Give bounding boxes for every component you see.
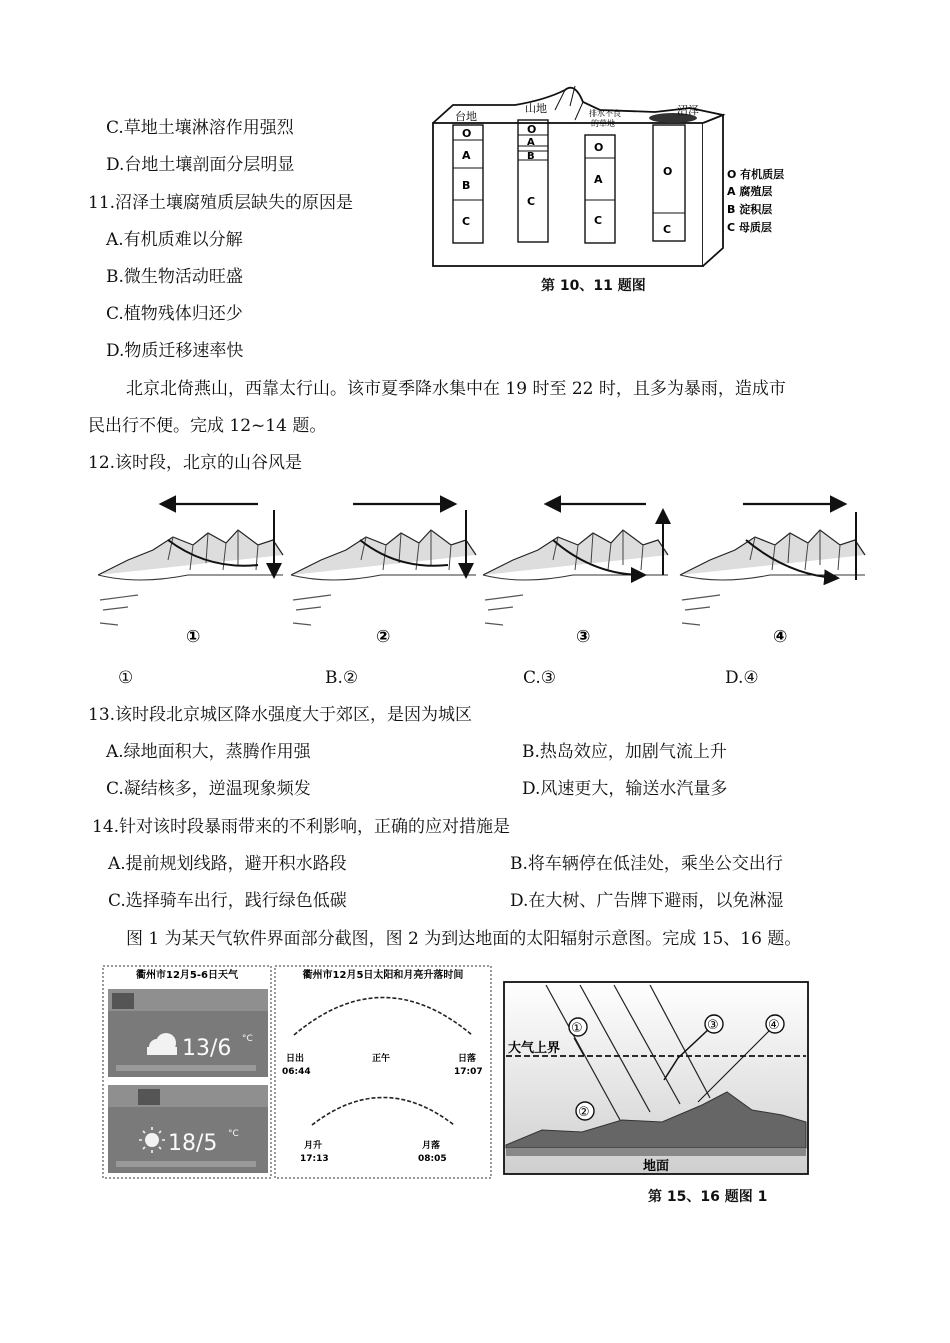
moonrise-label: 月升 (304, 1141, 323, 1151)
q14-option-c: C.选择骑车出行，践行绿色低碳 (108, 891, 347, 911)
q13-stem: 13.该时段北京城区降水强度大于郊区，是因为城区 (88, 705, 473, 725)
q10-option-c: C.草地土壤淋溶作用强烈 (106, 118, 294, 138)
wind-panel-1 (98, 504, 283, 647)
mark-4: ④ (768, 1018, 780, 1033)
q12-stem: 12.该时段，北京的山谷风是 (88, 453, 303, 473)
q11-option-d: D.物质迁移速率快 (106, 341, 244, 361)
q14-option-d: D.在大树、广告牌下避雨，以免淋湿 (510, 891, 784, 911)
label-drained-2: 的草地 (591, 119, 615, 128)
q13-option-c: C.凝结核多，逆温现象频发 (106, 779, 311, 799)
mark-2: ② (578, 1105, 590, 1120)
layer-a: A (462, 149, 471, 162)
panel-label-2: ② (376, 627, 391, 647)
moonrise-time: 17:13 (300, 1154, 329, 1164)
legend-o: O 有机质层 (727, 168, 785, 181)
temp-day2: 18/5 (168, 1131, 218, 1156)
label-mountain: 山地 (525, 102, 547, 115)
weather-app-figure (102, 965, 272, 1180)
layer-b: B (462, 179, 471, 192)
q14-stem: 14.针对该时段暴雨带来的不利影响，正确的应对措施是 (92, 817, 511, 837)
temp-unit-1: °C (242, 1034, 253, 1044)
soil-figure-caption: 第 10、11 题图 (541, 278, 646, 294)
legend-a: A 腐殖层 (727, 185, 773, 198)
sun-moon-figure (274, 965, 492, 1180)
wind-panel-3 (483, 504, 668, 647)
q12-option-b: B.② (325, 668, 359, 688)
sunset-label: 日落 (458, 1054, 477, 1064)
mark-1: ① (571, 1021, 583, 1036)
legend-c: C 母质层 (727, 221, 772, 234)
label-drained: 排水不良 (589, 109, 621, 118)
noon-label: 正午 (372, 1054, 391, 1064)
layer-c: C (663, 223, 672, 236)
temp-day1: 13/6 (182, 1036, 232, 1061)
sunrise-label: 日出 (286, 1054, 305, 1064)
temp-unit-2: °C (228, 1129, 239, 1139)
panel-label-4: ④ (773, 627, 788, 647)
layer-o: O (594, 141, 604, 154)
panel-label-1: ① (186, 627, 201, 647)
atmosphere-top-label: 大气上界 (508, 1041, 561, 1056)
sunset-time: 17:07 (454, 1067, 483, 1077)
layer-a: A (527, 137, 535, 148)
sunrise-time: 06:44 (282, 1067, 311, 1077)
solar-radiation-figure (502, 980, 810, 1176)
moonset-time: 08:05 (418, 1154, 447, 1164)
q11-option-b: B.微生物活动旺盛 (106, 267, 243, 287)
layer-c: C (527, 195, 536, 208)
layer-o: O (462, 127, 472, 140)
q10-option-d: D.台地土壤剖面分层明显 (106, 155, 295, 175)
q13-option-a: A.绿地面积大，蒸腾作用强 (106, 742, 311, 762)
panel-label-3: ③ (576, 627, 591, 647)
wind-panel-4 (680, 504, 865, 647)
mark-3: ③ (707, 1018, 719, 1033)
valley-wind-figure (98, 490, 873, 655)
moonset-label: 月落 (422, 1141, 441, 1151)
sun-moon-title: 衢州市12月5日太阳和月亮升落时间 (302, 970, 464, 981)
q12-option-d: D.④ (725, 668, 759, 688)
weather-title: 衢州市12月5-6日天气 (136, 970, 238, 981)
layer-c: C (594, 214, 603, 227)
passage1-line1: 北京北倚燕山，西靠太行山。该市夏季降水集中在 19 时至 22 时，且多为暴雨，造成市 (126, 379, 786, 399)
label-swamp: 沼泽 (677, 104, 699, 117)
q13-option-b: B.热岛效应，加剧气流上升 (522, 742, 727, 762)
q11-option-a: A.有机质难以分解 (106, 230, 243, 250)
q13-option-d: D.风速更大，输送水汽量多 (522, 779, 728, 799)
legend-b: B 淀积层 (727, 203, 773, 216)
q11-stem: 11.沼泽土壤腐殖质层缺失的原因是 (88, 193, 354, 213)
q14-option-b: B.将车辆停在低洼处，乘坐公交出行 (510, 854, 783, 874)
radiation-figure-caption: 第 15、16 题图 1 (648, 1189, 768, 1205)
q11-option-c: C.植物残体归还少 (106, 304, 243, 324)
passage2-line1: 图 1 为某天气软件界面部分截图，图 2 为到达地面的太阳辐射示意图。完成 15、16 题。 (126, 929, 802, 949)
q14-option-a: A.提前规划线路，避开积水路段 (108, 854, 347, 874)
layer-o: O (527, 123, 537, 136)
q12-option-c: C.③ (523, 668, 557, 688)
wind-panel-2 (291, 504, 476, 647)
q12-option-a: ① (118, 668, 134, 688)
layer-o: O (663, 165, 673, 178)
layer-a: A (594, 173, 603, 186)
layer-b: B (527, 151, 535, 162)
label-platform: 台地 (455, 110, 477, 123)
layer-c: C (462, 215, 471, 228)
soil-profile-figure (425, 80, 805, 270)
ground-label: 地面 (642, 1159, 670, 1174)
passage1-line2: 民出行不便。完成 12~14 题。 (88, 416, 327, 436)
